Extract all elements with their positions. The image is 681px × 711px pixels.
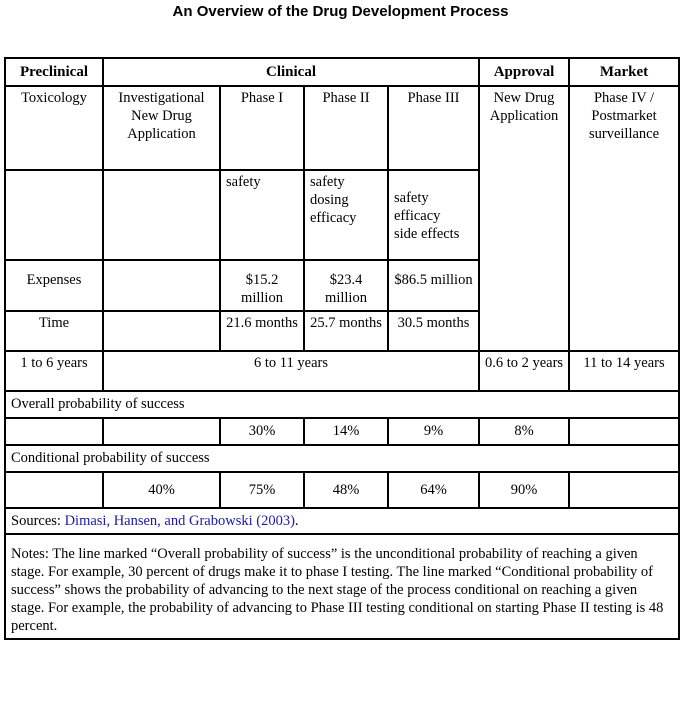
expenses-phase1: $15.2 million: [220, 260, 304, 311]
time-phase3: 30.5 months: [388, 311, 479, 351]
expenses-phase2: $23.4 million: [304, 260, 388, 311]
empty-cell: [5, 472, 103, 508]
stage-phase1: Phase I: [220, 86, 304, 170]
expenses-label: Expenses: [5, 260, 103, 311]
stage-ind: Investigational New Drug Application: [103, 86, 220, 170]
desc-phase3: safety efficacy side effects: [388, 170, 479, 260]
sources-label: Sources:: [11, 512, 65, 529]
years-preclinical: 1 to 6 years: [5, 351, 103, 391]
stage-toxicology: Toxicology: [5, 86, 103, 170]
overall-phase2: 14%: [304, 418, 388, 445]
page-title: An Overview of the Drug Development Process: [172, 3, 509, 20]
desc-phase1: safety: [220, 170, 304, 260]
stage-phase4: Phase IV / Postmarket surveillance: [569, 86, 679, 351]
conditional-phase2: 48%: [304, 472, 388, 508]
sources-row: [5, 508, 679, 534]
stage-nda: New Drug Application: [479, 86, 569, 351]
conditional-ind: 40%: [103, 472, 220, 508]
empty-cell: [103, 170, 220, 260]
expenses-phase3: $86.5 million: [388, 260, 479, 311]
notes-row: [5, 534, 679, 639]
drug-development-table: [4, 57, 680, 640]
overall-approval: 8%: [479, 418, 569, 445]
header-row: [5, 58, 679, 86]
sources-cell: [5, 508, 679, 534]
years-approval: 0.6 to 2 years: [479, 351, 569, 391]
desc-phase2: safety dosing efficacy: [304, 170, 388, 260]
sources-end: .: [294, 512, 299, 529]
empty-cell: [103, 418, 220, 445]
empty-cell: [103, 260, 220, 311]
header-clinical: Clinical: [103, 58, 479, 86]
conditional-values-row: [5, 472, 679, 508]
header-preclinical: Preclinical: [5, 58, 103, 86]
empty-cell: [569, 472, 679, 508]
stage-row: [5, 86, 679, 170]
years-clinical: 6 to 11 years: [103, 351, 479, 391]
conditional-phase3: 64%: [388, 472, 479, 508]
overall-label: Overall probability of success: [5, 391, 679, 418]
overall-phase3: 9%: [388, 418, 479, 445]
time-phase1: 21.6 months: [220, 311, 304, 351]
stage-phase3: Phase III: [388, 86, 479, 170]
conditional-approval: 90%: [479, 472, 569, 508]
notes-text: Notes: The line marked “Overall probability of success” is the unconditional probability of reaching a given stage. For example, 30 percent of drugs make it to phase I testing. The line marked “Conditional probability of success” shows the probability of advancing to the next stage of the process conditional on reaching a given stage. For example, the probability of advancing to Phase III testing conditional on starting Phase II testing is 48 percent.: [5, 534, 679, 639]
stage-phase2: Phase II: [304, 86, 388, 170]
conditional-label: Conditional probability of success: [5, 445, 679, 472]
conditional-phase1: 75%: [220, 472, 304, 508]
empty-cell: [103, 311, 220, 351]
time-phase2: 25.7 months: [304, 311, 388, 351]
empty-cell: [5, 170, 103, 260]
overall-phase1: 30%: [220, 418, 304, 445]
overall-values-row: [5, 418, 679, 445]
sources-link[interactable]: Dimasi, Hansen, and Grabowski (2003): [64, 512, 295, 529]
empty-cell: [5, 418, 103, 445]
header-approval: Approval: [479, 58, 569, 86]
years-market: 11 to 14 years: [569, 351, 679, 391]
header-market: Market: [569, 58, 679, 86]
overall-label-row: [5, 391, 679, 418]
years-row: [5, 351, 679, 391]
time-label: Time: [5, 311, 103, 351]
empty-cell: [569, 418, 679, 445]
conditional-label-row: [5, 445, 679, 472]
